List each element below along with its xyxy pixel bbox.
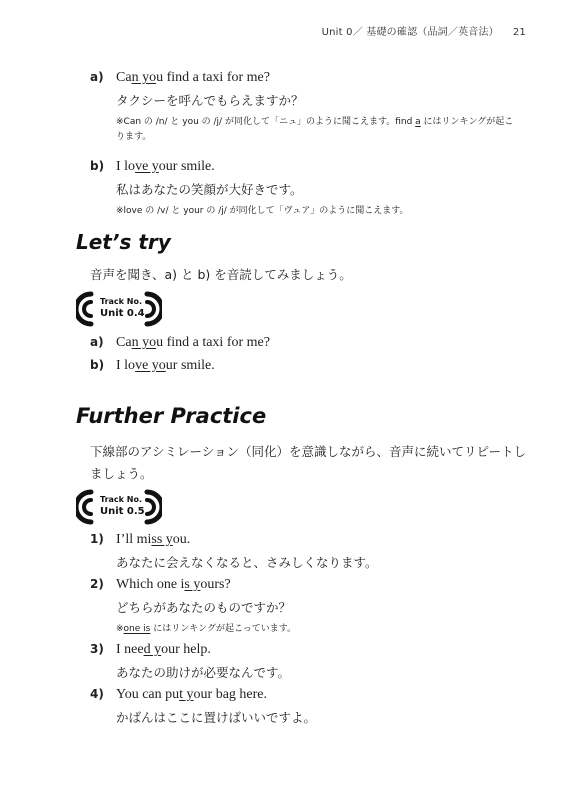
audio-track-badge[interactable] [76, 489, 162, 525]
japanese-translation: かばんはここに置けばいいですよ。 [116, 710, 317, 725]
pronunciation-note: ※one is にはリンキングが起こっています。 [116, 624, 297, 634]
section-heading-further-practice: Further Practice [76, 404, 267, 428]
japanese-translation: タクシーを呼んでもらえますか？ [116, 93, 304, 108]
japanese-translation: あなたの助けが必要なんです。 [116, 665, 291, 680]
audio-track-badge[interactable] [76, 291, 162, 327]
sound-wave-right-icon [142, 291, 162, 327]
list-item: a) Can you find a taxi for me? [90, 335, 270, 350]
pronunciation-note: ※Can の /n/ と you の /j/ が同化して「ニュ」のように聞こえます。find a にはリンキングが起こります。 [116, 117, 514, 142]
underlined-sound: ss y [151, 532, 173, 547]
track-label: Track No. Unit 0.4 [100, 297, 145, 319]
practice-item-2: 2) Which one is yours? どちらがあなたのものですか？ ※one is にはリンキングが起こっています。 [90, 575, 520, 637]
japanese-translation: 私はあなたの笑顔が大好きです。 [116, 182, 303, 197]
underlined-sound: ve y [135, 159, 159, 174]
english-sentence: Can you find a taxi for me? [116, 70, 270, 85]
japanese-translation: どちらがあなたのものですか？ [116, 600, 292, 615]
practice-item-1: 1) I’ll miss you. あなたに会えなくなると、さみしくなります。 [90, 532, 378, 570]
further-instruction: 下線部のアシミレーション（同化）を意識しながら、音声に続いてリピートしましょう。 [90, 444, 527, 481]
practice-item-4: 4) You can put your bag here. かばんはここに置けばいいですよ。 [90, 687, 317, 725]
running-header [322, 23, 526, 38]
underlined-sound: n yo [131, 335, 157, 350]
example-a [90, 68, 520, 145]
section-heading-lets-try: Let’s try [76, 230, 171, 254]
header-title: Unit 0／ 基礎の確認（品詞／英音法） [321, 27, 499, 38]
lets-try-instruction: 音声を聞き、a) と b) を音読してみましょう。 [90, 267, 352, 282]
item-label: a) [90, 70, 104, 84]
english-sentence: I love your smile. [116, 159, 215, 174]
underlined-sound: d y [143, 642, 162, 657]
underlined-sound: s y [184, 577, 201, 592]
underlined-sound: t y [179, 687, 194, 702]
sound-wave-left-icon [76, 291, 96, 327]
pronunciation-note: ※love の /v/ と your の /j/ が同化して「ヴュア」のように聞こえます。 [116, 206, 409, 216]
sound-wave-left-icon [76, 489, 96, 525]
practice-item-3: 3) I need your help. あなたの助けが必要なんです。 [90, 642, 291, 680]
underlined-sound: ve yo [135, 358, 166, 373]
underlined-sound: n yo [131, 70, 157, 85]
item-label: b) [90, 159, 105, 173]
sound-wave-right-icon [142, 489, 162, 525]
track-label: Track No. Unit 0.5 [100, 495, 145, 517]
example-b [90, 157, 520, 219]
list-item: b) I love your smile. [90, 358, 215, 373]
page-number: 21 [512, 27, 526, 38]
japanese-translation: あなたに会えなくなると、さみしくなります。 [116, 555, 378, 570]
